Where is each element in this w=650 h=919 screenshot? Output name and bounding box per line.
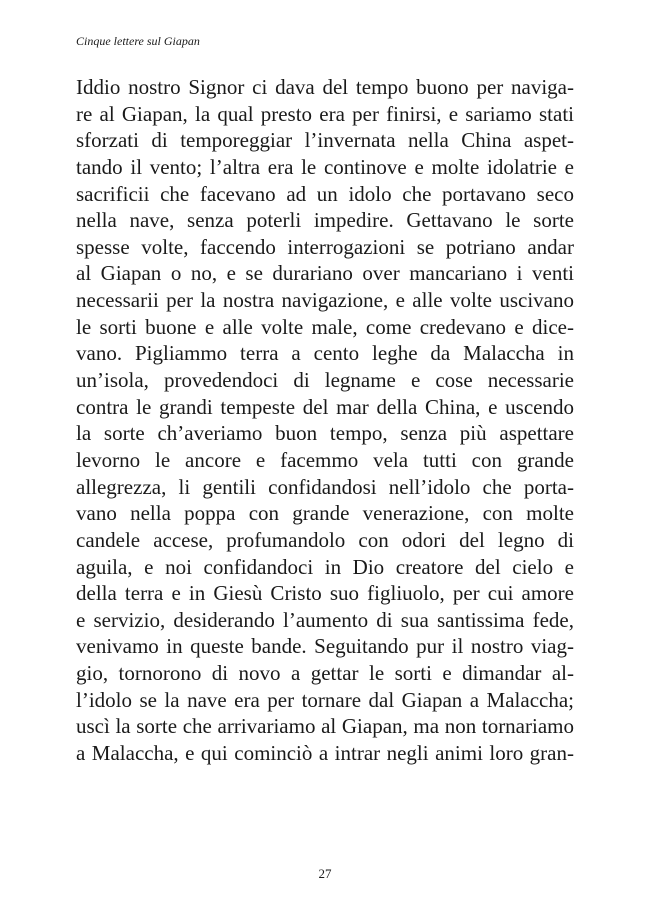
page-number: 27 [318, 866, 332, 881]
text-line: nella nave, senza poterli impedire. Gettavano le sorte [76, 208, 574, 233]
text-line: re al Giapan, la qual presto era per finirsi, e sariamo stati [76, 101, 574, 126]
text-line: vano nella poppa con grande venerazione, con molte [76, 501, 574, 526]
text-line: la sorte ch’averiamo buon tempo, senza più aspettare [76, 421, 574, 446]
text-line: e servizio, desiderando l’aumento di sua santissima fede, [76, 607, 574, 632]
running-header: Cinque lettere sul Giapan [76, 34, 200, 48]
text-line: aguila, e noi confidandoci in Dio creatore del cielo e [76, 554, 574, 579]
text-line: un’isola, provedendoci di legname e cose necessarie [76, 368, 574, 393]
text-line: venivamo in queste bande. Seguitando pur il nostro viag- [76, 634, 574, 659]
text-line: le sorti buone e alle volte male, come credevano e dice- [76, 314, 574, 339]
text-line: gio, tornorono di novo a gettar le sorti e dimandar al- [76, 661, 574, 686]
text-line: vano. Pigliammo terra a cento leghe da Malaccha in [76, 341, 574, 366]
text-line: uscì la sorte che arrivariamo al Giapan, ma non tornariamo [76, 714, 574, 739]
text-line: Iddio nostro Signor ci dava del tempo buono per naviga- [76, 75, 574, 99]
text-line: tando il vento; l’altra era le continove e molte idolatrie e [76, 154, 574, 179]
body-text [76, 74, 574, 767]
text-line: necessarii per la nostra navigazione, e alle volte uscivano [76, 288, 574, 313]
text-line: sacrificii che facevano ad un idolo che portavano seco [76, 181, 574, 206]
text-line: allegrezza, li gentili confidandosi nell’idolo che porta- [76, 474, 574, 499]
text-line: sforzati di temporeggiar l’invernata nella China aspet- [76, 128, 574, 153]
text-line: levorno le ancore e facemmo vela tutti con grande [76, 447, 574, 472]
text-line: candele accese, profumandolo con odori del legno di [76, 527, 574, 552]
text-line: al Giapan o no, e se durariano over mancariano i venti [76, 261, 574, 286]
text-line: della terra e in Giesù Cristo suo figliuolo, per cui amore [76, 581, 574, 606]
text-line: a Malaccha, e qui cominciò a intrar negli animi loro gran- [76, 741, 574, 766]
text-line: spesse volte, faccendo interrogazioni se potriano andar [76, 234, 574, 259]
text-line: contra le grandi tempeste del mar della China, e uscendo [76, 394, 574, 419]
text-line: l’idolo se la nave era per tornare dal Giapan a Malaccha; [76, 687, 574, 712]
